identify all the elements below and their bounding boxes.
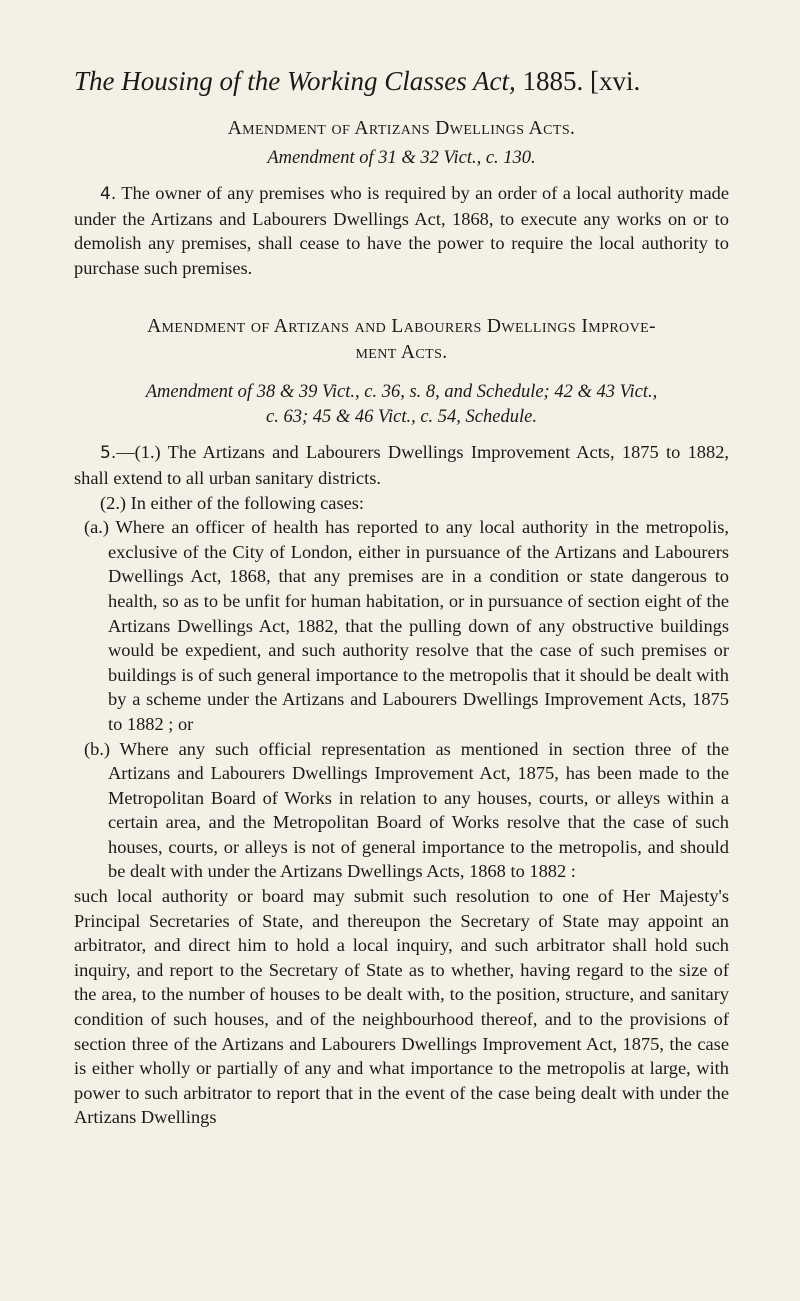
section-heading-artizans-dwellings: Amendment of Artizans Dwellings Acts. [227, 118, 576, 139]
section-subheading-38-39-vict-line1: Amendment of 38 & 39 Vict., c. 36, s. 8, and Schedule; 42 & 43 Vict., [145, 382, 658, 403]
paragraph-5-1-text: —(1.) The Artizans and Labourers Dwellings Improvement Acts, 1875 to 1882, shall extend to all urban sanitary districts. [74, 442, 729, 488]
running-header-title: The Housing of the Working Classes Act, [74, 66, 516, 96]
paragraph-5-1 [74, 440, 729, 490]
section-subheading-38-39-vict-line2: c. 63; 45 & 46 Vict., c. 54, Schedule. [266, 407, 537, 428]
running-header-year: 1885. [522, 66, 584, 96]
running-header [74, 64, 729, 98]
paragraph-4-text: The owner of any premises who is required by an order of a local authority made under the Artizans and Labourers Dwellings Act, 1868, to execute any works on or to demolish any premises, shall cease to have the power to require the local authority to purchase such premises. [74, 183, 730, 278]
paragraph-number-4: 4. [100, 184, 117, 204]
section-heading-improvement-acts-line1: Amendment of Artizans and Labourers Dwellings Improve- [147, 316, 656, 338]
paragraph-number-5: 5. [100, 443, 117, 464]
paragraph-4 [74, 181, 729, 280]
section-heading-improvement-acts-line2: ment Acts. [355, 342, 448, 364]
section-subheading-31-32-vict: Amendment of 31 & 32 Vict., c. 130. [267, 148, 536, 168]
paragraph-5-final: such local authority or board may submit such resolution to one of Her Majesty's Principal Secretaries of State, and thereupon the Secretary of State may appoint an arbitrator, and direct him to hold a local inquiry, and such arbitrator shall hold such inquiry, and report to the Secretary of State as to whether, having regard to the size of the area, to the number of houses to be dealt with, to the position, structure, and sanitary condition of such houses, and of the neighbourhood thereof, and to the provisions of section three of the Artizans and Labourers Dwellings Improvement Act, 1875, the case is either wholly or partially of any and what importance to the metropolis at large, with power to such arbitrator to report that in the event of the case being dealt with under the Artizans Dwellings [74, 886, 729, 1128]
paragraph-5-2: (2.) In either of the following cases: [100, 492, 365, 513]
paragraph-5-2-a: (a.) Where an officer of health has reported to any local authority in the metropolis, exclusive of the City of London, either in pursuance of the Artizans and Labourers Dwellings Act, 1868, that any premises are in a condition or state dangerous to health, so as to be unfit for human habitation, or in pursuance of section eight of the Artizans Dwellings Act, 1882, that the pulling down of any obstructive buildings would be expedient, and such authority resolve that the case of such premises or buildings is of such general importance to the metropolis that it should be dealt with by a scheme under the Artizans and Labourers Dwellings Improvement Acts, 1875 to 1882 ; or [84, 517, 729, 734]
running-header-section: [xvi. [590, 66, 641, 96]
paragraph-5-2-b: (b.) Where any such official representation as mentioned in section three of the Artizans and Labourers Dwellings Improvement Act, 1875, has been made to the Metropolitan Board of Works in relation to any houses, courts, or alleys within a certain area, and the Metropolitan Board of Works resolve that the case of such houses, courts, or alleys is not of general importance to the metropolis, and should be dealt with under the Artizans Dwellings Acts, 1868 to 1882 : [84, 738, 729, 882]
document-page [74, 64, 729, 1130]
